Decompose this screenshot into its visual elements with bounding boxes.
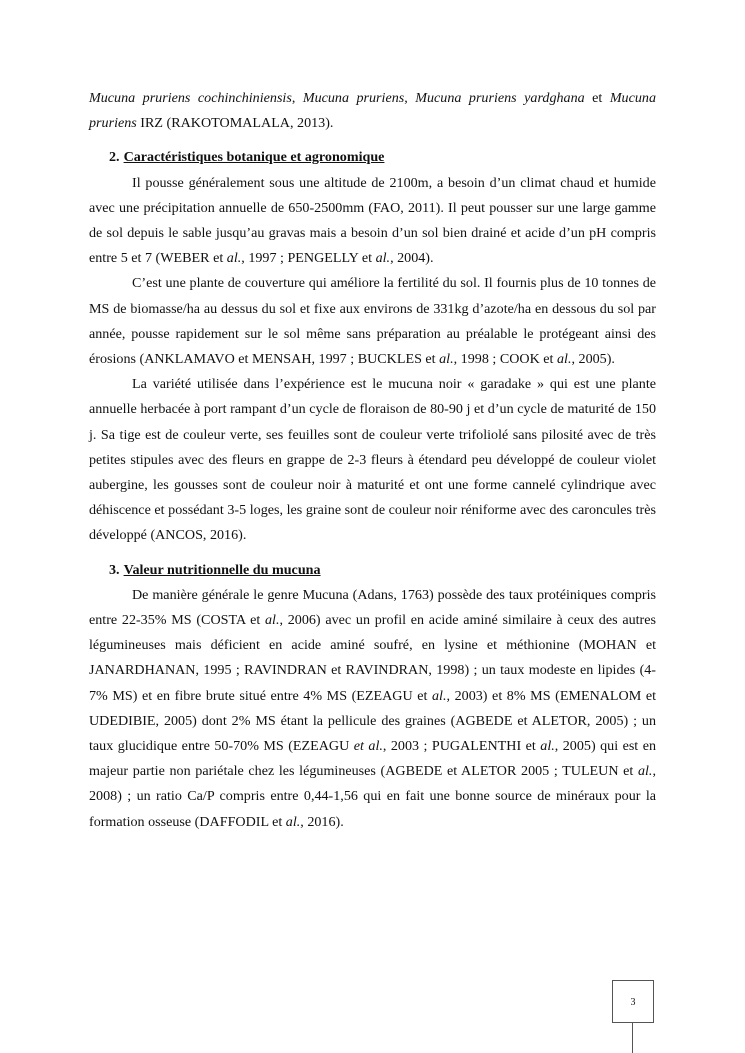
et-al: al. [556, 351, 572, 368]
section-title: Caractéristiques botanique et agronomique [123, 149, 385, 166]
section-3-paragraph-1 [89, 583, 656, 835]
et-al: al. [540, 738, 555, 755]
separator: et [584, 90, 610, 106]
text-run: , 1997 ; PENGELLY et [241, 250, 376, 267]
et-al: et al. [353, 738, 383, 755]
et-al: al. [285, 813, 301, 830]
text-run: , 2008) ; un ratio Ca/P compris entre 0,44-1,56 qui en fait une bonne source de minéraux pour la formation osseuse (DAFFODIL et [89, 763, 656, 830]
et-al: al. [226, 250, 242, 267]
text-run: , 2005) qui est en majeur partie non pariétale chez les légumineuses (AGBEDE et ALETOR 2005 ; TULEUN et [89, 738, 656, 780]
text-run: , 2016). [300, 813, 344, 830]
et-al: al. [637, 763, 653, 780]
species-name: Mucuna pruriens [89, 90, 656, 132]
text-run: , 2004). [390, 250, 434, 267]
species-name: Mucuna pruriens yardghana [415, 90, 585, 106]
section-2-heading [89, 145, 656, 170]
intro-citation: IRZ (RAKOTOMALALA, 2013). [136, 115, 334, 132]
intro-paragraph [89, 86, 656, 136]
section-2-paragraph-3: La variété utilisée dans l’expérience est le mucuna noir « garadake » qui est une plante annuelle herbacée à port rampant d’un cycle de floraison de 80-90 j et d’un cycle de maturité de 150 j. Sa tige est de couleur verte, ses feuilles sont de couleur verte trifoliolé sans pilosité avec de très petites stipules avec des fleurs en grappe de 2-3 fleurs à étendard peu développé de couleur violet aubergine, les gousses sont de couleur noir à maturité et ont une forme cannelé cylindrique avec déhiscence et possédant 3-5 loges, les graine sont de couleur noir réniforme avec des caroncules très développé (ANCOS, 2016). [89, 376, 656, 544]
text-run: , 2006) avec un profil en acide aminé similaire à ceux des autres légumineuses mais déficient en acide aminé soufré, en lysine et méthionine (MOHAN et JANARDHANAN, 1995 ; RAVINDRAN et RAVINDRAN, 1998) ; un taux modeste en lipides (4-7% MS) et en fibre brute situé entre 4% MS (EZEAGU et [89, 612, 656, 704]
section-title: Valeur nutritionnelle du mucuna [123, 561, 321, 578]
document-body [89, 86, 656, 835]
section-3-heading [89, 558, 656, 583]
section-number: 3. [109, 561, 120, 578]
text-run: , 2005). [571, 351, 615, 368]
page-number: 3 [630, 997, 636, 1008]
separator: , [291, 90, 303, 106]
et-al: al. [375, 250, 391, 267]
section-2-paragraph-1 [89, 171, 656, 272]
et-al: al. [439, 351, 454, 368]
text-run: De manière générale le genre Mucuna (Adans, 1763) possède des taux protéiniques compris entre 22-35% MS (COSTA et [89, 586, 656, 629]
text-run: , 2003) et 8% MS (EMENALOM et UDEDIBIE, 2005) dont 2% MS étant la pellicule des graines (AGBEDE et ALETOR, 2005) ; un taux glucidique entre 50-70% MS (EZEAGU [89, 687, 656, 755]
text-run: , 1998 ; COOK et [453, 351, 557, 368]
species-name: Mucuna pruriens [302, 90, 405, 106]
text-run: Il pousse généralement sous une altitude de 2100m, a besoin d’un climat chaud et humide avec une précipitation annuelle de 650-2500mm (FAO, 2011). Il peut pousser sur une large gamme de sol depuis le sable jusqu’au gravas mais a besoin d’un sol bien drainé et acide d’un pH compris entre 5 et 7 (WEBER et [89, 174, 656, 267]
separator: , [404, 90, 416, 106]
section-number: 2. [109, 149, 120, 166]
section-2-paragraph-2 [89, 271, 656, 372]
page-number-divider [632, 1023, 633, 1053]
species-name: Mucuna pruriens cochinchiniensis [89, 90, 292, 106]
et-al: al. [264, 612, 280, 629]
text-run: C’est une plante de couverture qui améliore la fertilité du sol. Il fournis plus de 10 tonnes de MS de biomasse/ha au dessus du sol et fixe aux environs de 331kg d’azote/ha en dessous du sol par année, pousse rapidement sur le sol même sans préparation au préalable le protégeant ainsi des érosions (ANKLAMAVO et MENSAH, 1997 ; BUCKLES et [89, 275, 656, 368]
page-number-box [612, 980, 654, 1023]
et-al: al. [432, 687, 447, 704]
text-run: , 2003 ; PUGALENTHI et [382, 738, 541, 755]
